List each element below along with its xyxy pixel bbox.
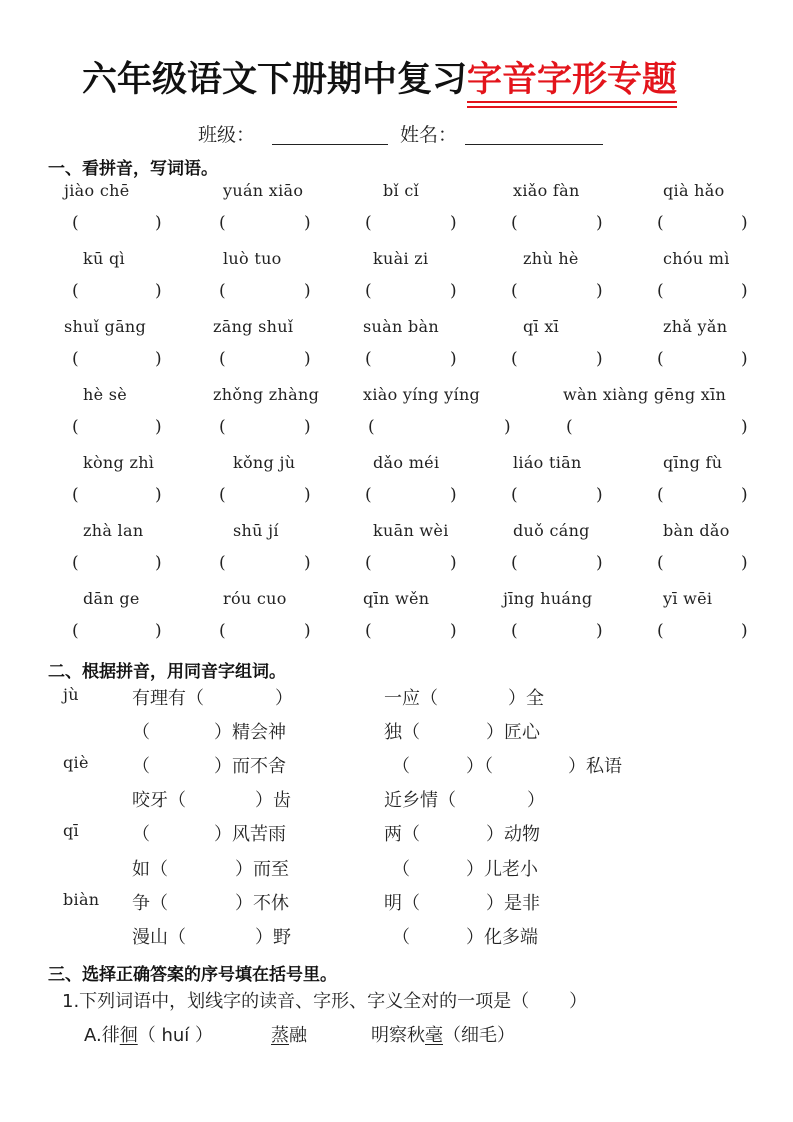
answer-blank[interactable]: [231, 349, 300, 371]
paren-open: (: [657, 213, 664, 233]
pinyin-prompt: kòng zhì: [83, 453, 155, 472]
idiom-fragment: ）儿老小: [466, 859, 538, 880]
paren-close: ): [155, 417, 162, 437]
answer-blank[interactable]: [377, 553, 446, 575]
paren-close: ): [155, 349, 162, 369]
paren-open: (: [72, 213, 79, 233]
paren-open: (: [219, 621, 226, 641]
option-a-word3: [371, 1021, 515, 1047]
pinyin-prompt: zhù hè: [523, 249, 579, 268]
idiom-fragment: （: [392, 927, 410, 948]
page-title: [82, 52, 677, 102]
paren-close: ): [741, 621, 748, 641]
pinyin-prompt: shū jí: [233, 521, 279, 540]
pinyin-prompt: xiào yíng yíng: [363, 385, 481, 404]
paren-close: ): [596, 485, 603, 505]
pinyin-prompt: kǒng jù: [233, 453, 296, 472]
paren-close: ): [155, 485, 162, 505]
pinyin-prompt: qīn wěn: [363, 589, 430, 608]
paren-close: ): [741, 281, 748, 301]
pinyin-prompt: zhǎ yǎn: [663, 317, 728, 336]
answer-blank[interactable]: [377, 485, 446, 507]
answer-blank[interactable]: [231, 281, 300, 303]
answer-blank[interactable]: [231, 417, 300, 439]
pinyin-prompt: xiǎo fàn: [513, 181, 580, 200]
pinyin-prompt: jiào chē: [64, 181, 130, 200]
idiom-fragment: （: [132, 824, 150, 845]
idiom-fragment: ）是非: [486, 893, 540, 914]
answer-blank[interactable]: [669, 213, 737, 235]
answer-blank[interactable]: [377, 281, 446, 303]
word-rest: 融: [289, 1025, 307, 1046]
answer-blank[interactable]: [523, 485, 592, 507]
answer-blank[interactable]: [84, 621, 151, 643]
answer-blank[interactable]: [523, 213, 592, 235]
idiom-fragment: 漫山（: [132, 927, 186, 948]
pinyin-prompt: dān ge: [83, 589, 140, 608]
answer-blank[interactable]: [377, 349, 446, 371]
idiom-fragment: 一应（: [384, 688, 438, 709]
underlined-char: 徊: [119, 1025, 138, 1046]
paren-close: ): [155, 553, 162, 573]
answer-blank[interactable]: [231, 621, 300, 643]
idiom-fragment: （: [392, 756, 410, 777]
pinyin-prompt: zhà lan: [83, 521, 144, 540]
paren-open: (: [511, 485, 518, 505]
paren-close: ): [596, 281, 603, 301]
idiom-fragment: ）而至: [235, 859, 289, 880]
idiom-fragment: ）匠心: [486, 722, 540, 743]
paren-open: (: [365, 485, 372, 505]
paren-close: ): [741, 349, 748, 369]
paren-close: ): [155, 213, 162, 233]
answer-blank[interactable]: [231, 553, 300, 575]
underlined-char: 蒸: [271, 1025, 289, 1046]
pinyin-prompt: wàn xiàng gēng xīn: [563, 385, 727, 404]
pinyin-prompt: qià hǎo: [663, 181, 725, 200]
idiom-fragment: 如（: [132, 859, 168, 880]
answer-blank[interactable]: [84, 349, 151, 371]
answer-blank[interactable]: [84, 417, 151, 439]
option-a: [84, 1021, 213, 1047]
answer-blank[interactable]: [84, 485, 151, 507]
question-1-text: 1.下列词语中，划线字的读音、字形、字义全对的一项是（: [62, 991, 530, 1012]
option-a-note: （ huí ）: [137, 1025, 213, 1046]
answer-blank[interactable]: [669, 349, 737, 371]
answer-blank[interactable]: [231, 485, 300, 507]
paren-close: ): [450, 349, 457, 369]
idiom-fragment: ）: [275, 688, 293, 709]
pinyin-label: qiè: [63, 753, 89, 772]
pinyin-prompt: róu cuo: [223, 589, 287, 608]
idiom-fragment: 独（: [384, 722, 420, 743]
option-a-note3: （细毛）: [443, 1025, 515, 1046]
idiom-fragment: ）而不舍: [214, 756, 286, 777]
paren-close: ): [450, 281, 457, 301]
paren-open: (: [219, 349, 226, 369]
paren-open: (: [511, 349, 518, 369]
title-main: 六年级语文下册期中复习: [82, 60, 468, 100]
paren-close: ): [741, 485, 748, 505]
pinyin-prompt: shuǐ gāng: [64, 317, 147, 336]
pinyin-label: biàn: [63, 890, 100, 909]
paren-close: ): [596, 213, 603, 233]
answer-blank[interactable]: [669, 485, 737, 507]
paren-open: (: [219, 485, 226, 505]
answer-blank[interactable]: [377, 621, 446, 643]
idiom-fragment: ）（: [466, 756, 493, 777]
pinyin-prompt: yuán xiāo: [223, 181, 304, 200]
name-blank[interactable]: [465, 144, 603, 145]
paren-open: (: [365, 281, 372, 301]
paren-close: ): [741, 213, 748, 233]
paren-open: (: [72, 485, 79, 505]
answer-blank[interactable]: [380, 417, 500, 439]
paren-close: ): [596, 553, 603, 573]
paren-close: ): [304, 213, 311, 233]
paren-close: ): [304, 281, 311, 301]
idiom-fragment: 近乡情（: [384, 790, 456, 811]
idiom-fragment: ）全: [508, 688, 544, 709]
paren-open: (: [657, 553, 664, 573]
pinyin-prompt: luò tuo: [223, 249, 282, 268]
pinyin-prompt: duǒ cáng: [513, 521, 590, 540]
pinyin-prompt: dǎo méi: [373, 453, 440, 472]
idiom-fragment: ）化多端: [466, 927, 538, 948]
pinyin-prompt: suàn bàn: [363, 317, 439, 336]
idiom-fragment: ）不休: [235, 893, 289, 914]
pinyin-prompt: liáo tiān: [513, 453, 582, 472]
word-prefix: 明察秋: [371, 1025, 425, 1046]
paren-close: ): [504, 417, 511, 437]
section2-heading: 二、根据拼音，用同音字组词。: [48, 662, 286, 682]
answer-blank[interactable]: [523, 553, 592, 575]
paren-open: (: [219, 213, 226, 233]
paren-open: (: [72, 417, 79, 437]
answer-blank[interactable]: [669, 553, 737, 575]
pinyin-prompt: bǐ cǐ: [383, 181, 420, 200]
pinyin-prompt: kuài zi: [373, 249, 429, 268]
pinyin-prompt: yī wēi: [663, 589, 713, 608]
paren-open: (: [219, 553, 226, 573]
answer-blank[interactable]: [523, 281, 592, 303]
answer-blank[interactable]: [578, 417, 737, 439]
paren-open: (: [72, 281, 79, 301]
idiom-fragment: 两（: [384, 824, 420, 845]
class-blank[interactable]: [272, 144, 388, 145]
class-label: 班级：: [198, 124, 256, 146]
idiom-fragment: （: [132, 722, 150, 743]
paren-open: (: [657, 349, 664, 369]
pinyin-prompt: zhǒng zhàng: [213, 385, 320, 404]
idiom-fragment: （: [132, 756, 150, 777]
paren-close: ): [596, 621, 603, 641]
paren-open: (: [365, 553, 372, 573]
paren-open: (: [511, 621, 518, 641]
paren-open: (: [657, 621, 664, 641]
answer-blank[interactable]: [523, 621, 592, 643]
idiom-fragment: ）齿: [255, 790, 291, 811]
pinyin-prompt: bàn dǎo: [663, 521, 730, 540]
idiom-fragment: ）动物: [486, 824, 540, 845]
pinyin-label: jù: [63, 685, 79, 704]
section3-heading: 三、选择正确答案的序号填在括号里。: [48, 965, 337, 985]
underlined-char: 毫: [425, 1025, 443, 1046]
idiom-fragment: ）风苦雨: [214, 824, 286, 845]
paren-close: ): [304, 485, 311, 505]
option-a-label: A.徘: [84, 1025, 120, 1046]
answer-blank[interactable]: [231, 213, 300, 235]
name-label: 姓名：: [400, 124, 458, 146]
paren-close: ): [304, 417, 311, 437]
idiom-fragment: 有理有（: [132, 688, 204, 709]
paren-open: (: [72, 553, 79, 573]
pinyin-prompt: jīng huáng: [503, 589, 593, 608]
question-1-stem: [62, 987, 587, 1013]
answer-blank[interactable]: [84, 553, 151, 575]
idiom-fragment: 明（: [384, 893, 420, 914]
option-a-word2: [271, 1021, 307, 1047]
paren-open: (: [511, 553, 518, 573]
paren-close: ): [596, 349, 603, 369]
answer-blank[interactable]: [84, 281, 151, 303]
paren-open: (: [219, 417, 226, 437]
answer-blank[interactable]: [669, 281, 737, 303]
paren-close: ): [155, 621, 162, 641]
idiom-fragment: ）野: [255, 927, 291, 948]
pinyin-prompt: kuān wèi: [373, 521, 449, 540]
pinyin-prompt: qī xī: [523, 317, 560, 336]
answer-blank[interactable]: [377, 213, 446, 235]
paren-open: (: [72, 349, 79, 369]
paren-close: ): [450, 553, 457, 573]
section1-heading: 一、看拼音，写词语。: [48, 159, 218, 179]
pinyin-prompt: kū qì: [83, 249, 125, 268]
pinyin-prompt: qīng fù: [663, 453, 723, 472]
answer-blank[interactable]: [523, 349, 592, 371]
paren-close: ): [304, 349, 311, 369]
paren-close: ): [741, 417, 748, 437]
answer-blank[interactable]: [84, 213, 151, 235]
paren-open: (: [365, 349, 372, 369]
pinyin-label: qī: [63, 821, 79, 840]
paren-close: ): [450, 213, 457, 233]
paren-open: (: [72, 621, 79, 641]
paren-open: (: [365, 213, 372, 233]
idiom-fragment: ）精会神: [214, 722, 286, 743]
paren-open: (: [511, 213, 518, 233]
paren-open: (: [657, 485, 664, 505]
paren-close: ): [450, 621, 457, 641]
paren-open: (: [365, 621, 372, 641]
paren-open: (: [566, 417, 573, 437]
paren-close: ): [304, 553, 311, 573]
title-highlight: 字音字形专题: [467, 60, 677, 103]
paren-close: ): [450, 485, 457, 505]
question-1-close: ）: [569, 991, 588, 1012]
idiom-fragment: 咬牙（: [132, 790, 186, 811]
pinyin-prompt: hè sè: [83, 385, 128, 404]
paren-open: (: [219, 281, 226, 301]
paren-close: ): [155, 281, 162, 301]
idiom-fragment: ）: [527, 790, 545, 811]
idiom-fragment: ）私语: [568, 756, 622, 777]
paren-close: ): [304, 621, 311, 641]
pinyin-prompt: zāng shuǐ: [213, 317, 294, 336]
idiom-fragment: 争（: [132, 893, 168, 914]
answer-blank[interactable]: [669, 621, 737, 643]
paren-open: (: [511, 281, 518, 301]
paren-close: ): [741, 553, 748, 573]
idiom-fragment: （: [392, 859, 410, 880]
pinyin-prompt: chóu mì: [663, 249, 730, 268]
paren-open: (: [657, 281, 664, 301]
paren-open: (: [368, 417, 375, 437]
